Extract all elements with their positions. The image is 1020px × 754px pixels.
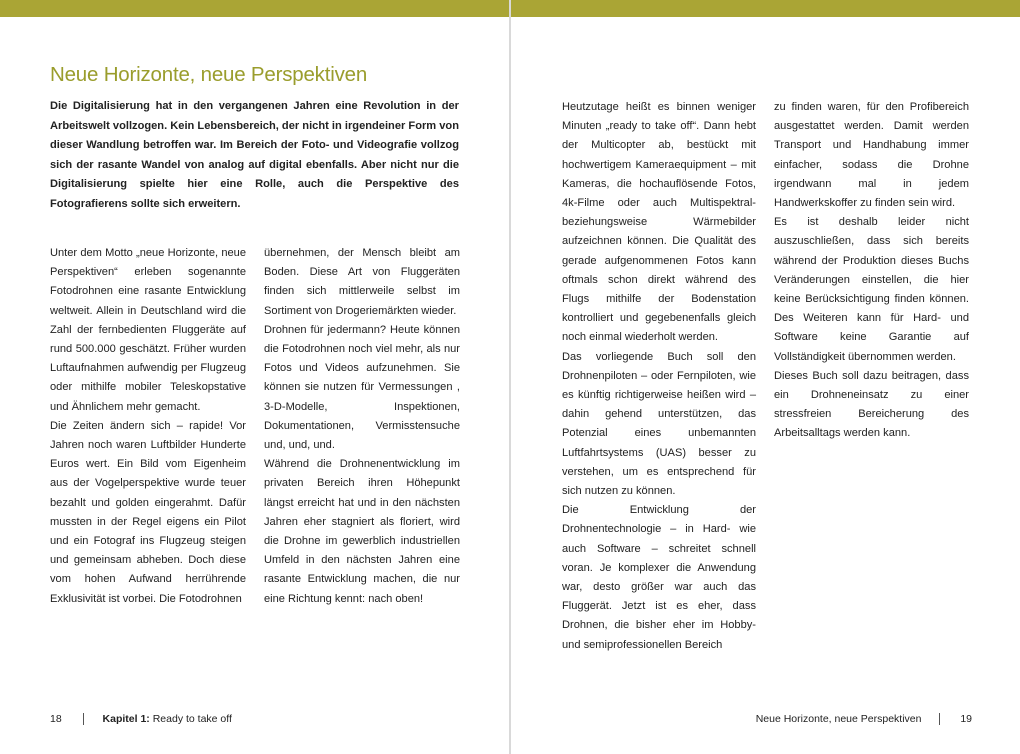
paragraph: Heutzutage heißt es binnen weniger Minuten „ready to take off“. Dann hebt der Multicopter ab, bestückt mit hochwertigem Kameraequipment – mit Kameras, die hochauflösende Fotos, 4k-Filme oder auch Multispektral- beziehungsweise Wärmebilder aufzeichnen können. Die Qualität des gerade aufgenommenen Fotos kann oftmals schon direkt während des Flugs mithilfe der Bodenstation kontrolliert und gegebenenfalls gleich noch einmal wiederholt werden. bbox=[562, 101, 756, 344]
paragraph: Das vorliegende Buch soll den Drohnenpiloten – oder Fernpiloten, wie es künftig richtigerweise heißen wird – dahin gehend unterstützen, das Potenzial eines unbemannten Luftfahrtsystems (UAS) besser zu verstehen, um es entsprechend für sich nutzen zu können. bbox=[562, 350, 756, 498]
page-title: Neue Horizonte, neue Perspektiven bbox=[50, 63, 368, 86]
footer-divider bbox=[83, 713, 84, 725]
top-accent-bar bbox=[511, 0, 1020, 17]
chapter-label: Kapitel 1: bbox=[102, 713, 150, 725]
paragraph: Während die Drohnenentwicklung im privaten Bereich ihren Höhepunkt längst erreicht hat und in den nächsten Jahren eher stagniert als floriert, wird die Drohne im gewerblich industriellen Umfeld in den nächsten Jahren eine rasante Entwicklung machen, die nur eine Richtung kennt: nach oben! bbox=[264, 458, 460, 605]
right-page bbox=[511, 0, 1020, 754]
page-number: 18 bbox=[50, 713, 62, 725]
right-column-1 bbox=[562, 98, 756, 655]
left-column-2 bbox=[264, 244, 460, 609]
paragraph: Die Zeiten ändern sich – rapide! Vor Jahren noch waren Luftbilder Hunderte Euros wert. Ein Bild vom Eigenheim aus der Vogelperspektive wurde teuer bezahlt und golden eingerahmt. Dafür mussten in der Regel eigens ein Pilot und ein Fotograf ins Flugzeug steigen und gemeinsam abheben. Doch diese vom hohen Aufwand herrührende Exklusivität ist vorbei. Die Fotodrohnen bbox=[50, 419, 246, 605]
footer-divider bbox=[939, 713, 940, 725]
paragraph: Dieses Buch soll dazu beitragen, dass ein Drohneneinsatz zu einer stressfreien Bereicherung des Arbeitsalltags werden kann. bbox=[774, 369, 969, 440]
top-accent-bar bbox=[0, 0, 509, 17]
paragraph: Es ist deshalb leider nicht auszuschließen, dass sich bereits während der Produktion dieses Buchs Veränderungen einstellen, die hier keine Berücksichtigung finden können. Des Weiteren kann für Hard- und Software keine Garantie auf Vollständigkeit übernommen werden. bbox=[774, 216, 969, 363]
left-page bbox=[0, 0, 509, 754]
chapter-title: Ready to take off bbox=[152, 713, 232, 725]
left-column-1 bbox=[50, 244, 246, 609]
right-footer bbox=[756, 712, 972, 726]
running-title: Neue Horizonte, neue Perspektiven bbox=[755, 713, 922, 725]
paragraph: übernehmen, der Mensch bleibt am Boden. Diese Art von Fluggeräten finden sich mittlerweile selbst im Sortiment von Drogeriemärkten wieder. bbox=[264, 247, 460, 317]
left-footer bbox=[50, 712, 232, 726]
right-column-2 bbox=[774, 98, 969, 444]
paragraph: zu finden waren, für den Profibereich ausgestattet werden. Damit werden Transport und Handhabung immer einfacher, sodass die Drohne irgendwann mal in jedem Handwerkskoffer zu finden sein wird. bbox=[774, 101, 969, 210]
page-number: 19 bbox=[960, 713, 972, 725]
paragraph: Die Entwicklung der Drohnentechnologie – in Hard- wie auch Software – schreitet schnell voran. Je komplexer die Anwendung war, desto größer war auch das Fluggerät. Jetzt ist es eher, dass Drohnen, die bisher eher im Hobby- und semiprofessionellen Bereich bbox=[562, 504, 756, 651]
paragraph: Drohnen für jedermann? Heute können die Fotodrohnen noch viel mehr, als nur Fotos und Videos aufzunehmen. Sie können sie nutzen für Vermessungen , 3-D-Modelle, Inspektionen, Dokumentationen, Vermisstensuche und, und, und. bbox=[264, 323, 460, 452]
intro-paragraph: Die Digitalisierung hat in den vergangenen Jahren eine Revolution in der Arbeitswelt vollzogen. Kein Lebensbereich, der nicht in irgendeiner Form von dieser Wandlung betroffen war. Im Bereich der Foto- und Videografie vollzog sich der rasante Wandel von analog auf digital ebenfalls. Aber nicht nur die Digitalisierung spielte hier eine Rolle, auch die Perspektive des Fotografierens sollte sich erweitern. bbox=[50, 100, 459, 210]
paragraph: Unter dem Motto „neue Horizonte, neue Perspektiven“ erleben sogenannte Fotodrohnen eine rasante Entwicklung weltweit. Allein in Deutschland wird die Zahl der fernbedienten Fluggeräte auf rund 500.000 geschätzt. Früher wurden Luftaufnahmen aufwendig per Flugzeug oder mithilfe mobiler Teleskopstative und Ähnlichem mehr gemacht. bbox=[50, 247, 246, 413]
